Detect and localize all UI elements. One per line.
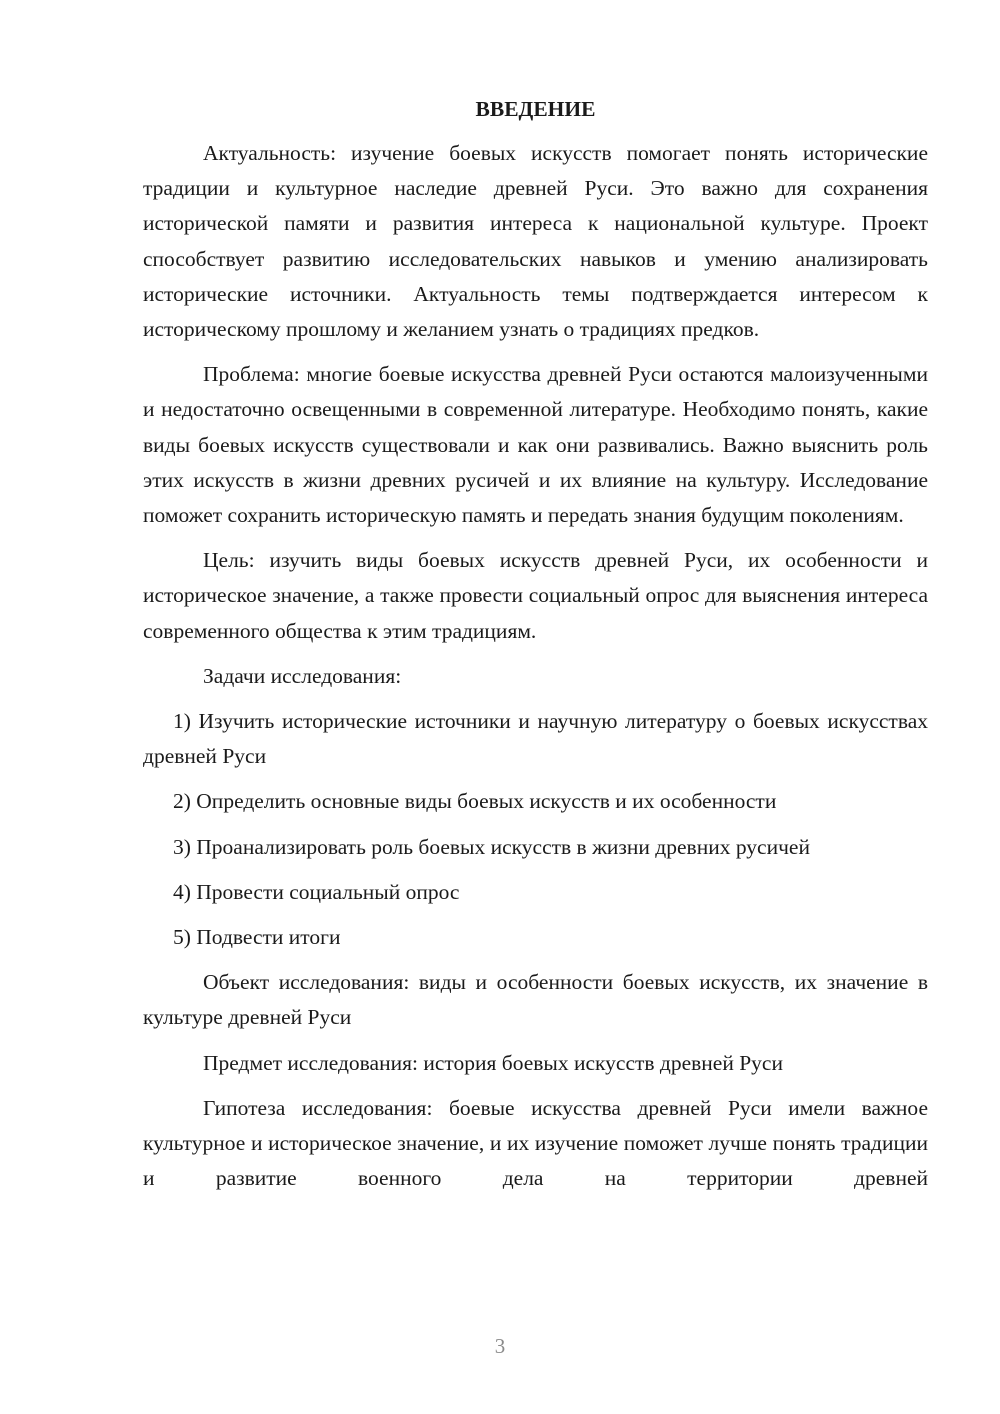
paragraph-subject: Предмет исследования: история боевых искусств древней Руси xyxy=(203,1050,783,1075)
paragraph-goal: Цель: изучить виды боевых искусств древней Руси, их особенности и историческое значение, а также провести социальный опрос для выяснения интереса современного общества к этим традициям. xyxy=(143,548,928,643)
paragraph-problem: Проблема: многие боевые искусства древней Руси остаются малоизученными и недостаточно освещенными в современной литературе. Необходимо понять, какие виды боевых искусств существовали и как они развивались. Важно выяснить роль этих искусств в жизни древних русичей и их влияние на культуру. Исследование поможет сохранить историческую память и передать знания будущим поколениям. xyxy=(143,362,928,528)
document-page xyxy=(143,92,928,1206)
task-item-4: 4) Провести социальный опрос xyxy=(173,879,460,904)
task-item-1: 1) Изучить исторические источники и научную литературу о боевых искусствах древней Руси xyxy=(143,709,928,769)
paragraph-relevance: Актуальность: изучение боевых искусств помогает понять исторические традиции и культурное наследие древней Руси. Это важно для сохранения исторической памяти и развития интереса к национальной культуре. Проект способствует развитию исследовательских навыков и умению анализировать исторические источники. Актуальность темы подтверждается интересом к историческому прошлому и желанием узнать о традициях предков. xyxy=(143,141,928,342)
page-number: 3 xyxy=(494,1334,506,1358)
paragraph-hypothesis: Гипотеза исследования: боевые искусства древней Руси имели важное культурное и историческое значение, и их изучение поможет лучше понять традиции и развитие военного дела на территории древней xyxy=(143,1095,928,1191)
task-item-3: 3) Проанализировать роль боевых искусств в жизни древних русичей xyxy=(173,834,810,859)
tasks-heading: Задачи исследования: xyxy=(203,663,402,688)
task-item-2: 2) Определить основные виды боевых искусств и их особенности xyxy=(173,789,777,814)
page-title: ВВЕДЕНИЕ xyxy=(475,97,596,121)
task-item-5: 5) Подвести итоги xyxy=(173,925,341,950)
paragraph-object: Объект исследования: виды и особенности боевых искусств, их значение в культуре древней Руси xyxy=(143,970,928,1030)
